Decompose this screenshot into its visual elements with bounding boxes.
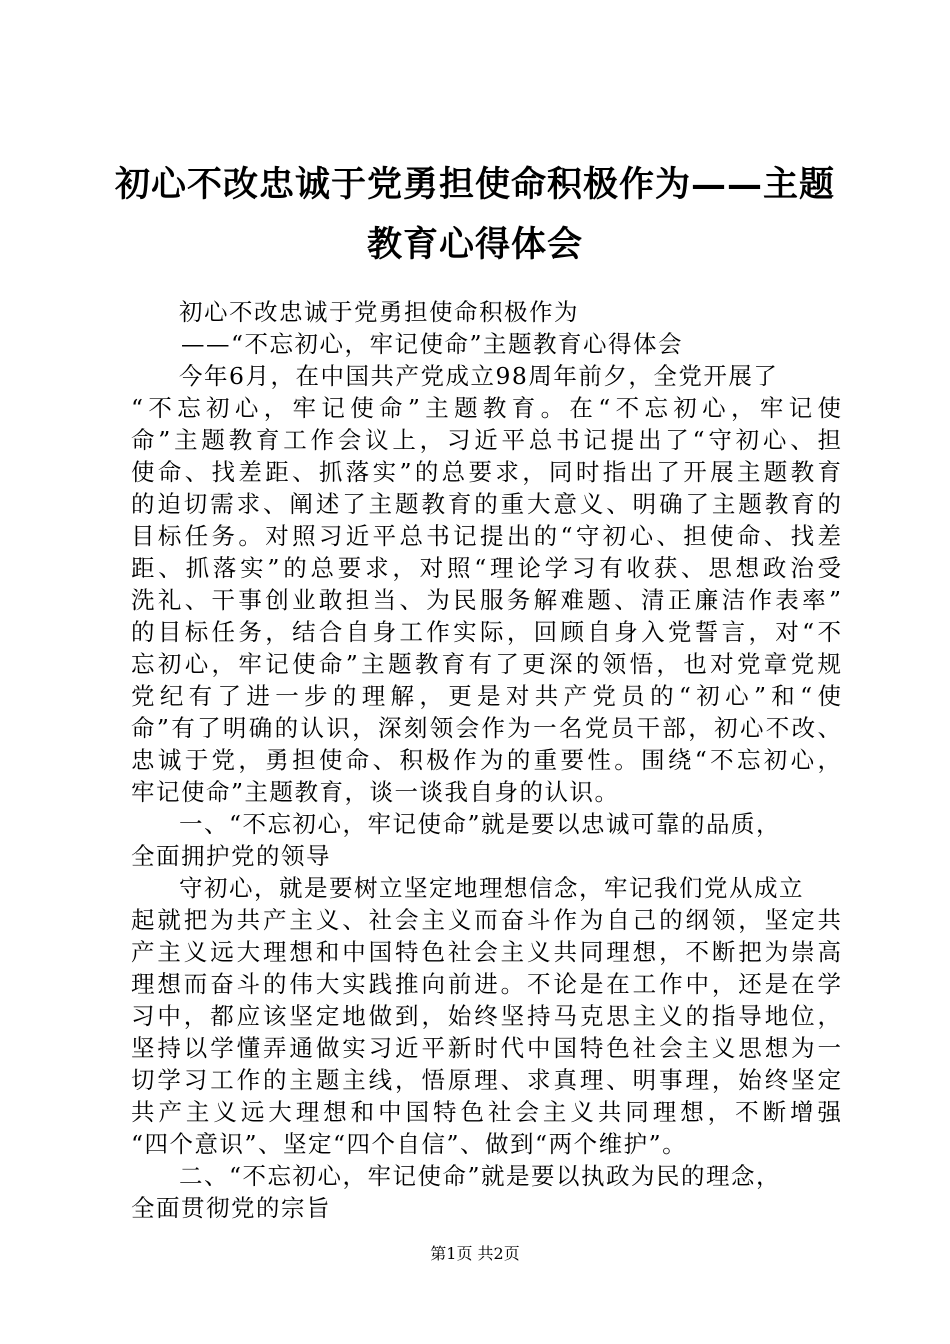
- paragraph-line: 距、抓落实”的总要求，对照“理论学习有收获、思想政治受: [131, 554, 841, 582]
- paragraph-line: 洗礼、干事创业敢担当、为民服务解难题、清正廉洁作表率”: [131, 586, 841, 614]
- paragraph-line: 牢记使命”主题教育，谈一谈我自身的认识。: [131, 778, 620, 806]
- paragraph-line: 的迫切需求、阐述了主题教育的重大意义、明确了主题教育的: [131, 490, 841, 518]
- document-title-line-2: 教育心得体会: [366, 224, 583, 265]
- document-title-line-1: 初心不改忠诚于党勇担使命积极作为——主题: [114, 164, 835, 205]
- section-heading-line: 一、“不忘初心，牢记使命”就是要以忠诚可靠的品质，: [179, 810, 782, 838]
- section-heading-line: 二、“不忘初心，牢记使命”就是要以执政为民的理念，: [179, 1162, 782, 1190]
- section-heading-line: 全面贯彻党的宗旨: [131, 1194, 331, 1222]
- paragraph-line: 今年6月，在中国共产党成立98周年前夕，全党开展了: [179, 362, 779, 390]
- paragraph-line: 习中，都应该坚定地做到，始终坚持马克思主义的指导地位，: [131, 1002, 841, 1030]
- paragraph-line: “四个意识”、坚定“四个自信”、做到“两个维护”。: [131, 1130, 688, 1158]
- paragraph-line: 理想而奋斗的伟大实践推向前进。不论是在工作中，还是在学: [131, 970, 841, 998]
- paragraph-line: 命”主题教育工作会议上，习近平总书记提出了“守初心、担: [131, 426, 841, 454]
- paragraph-line: 坚持以学懂弄通做实习近平新时代中国特色社会主义思想为一: [131, 1034, 841, 1062]
- paragraph-line: 党纪有了进一步的理解，更是对共产党员的“初心”和“使: [131, 682, 841, 710]
- paragraph-line: 产主义远大理想和中国特色社会主义共同理想，不断把为崇高: [131, 938, 841, 966]
- paragraph-line: 使命、找差距、抓落实”的总要求，同时指出了开展主题教育: [131, 458, 841, 486]
- paragraph-line: 忠诚于党，勇担使命、积极作为的重要性。围绕“不忘初心，: [131, 746, 841, 774]
- document-body: [131, 296, 841, 1224]
- paragraph-line: 切学习工作的主题主线，悟原理、求真理、明事理，始终坚定: [131, 1066, 841, 1094]
- paragraph-line: 起就把为共产主义、社会主义而奋斗作为自己的纲领，坚定共: [131, 906, 841, 934]
- page-footer: 第1页 共2页: [430, 1244, 520, 1263]
- section-heading-line: 全面拥护党的领导: [131, 842, 331, 870]
- paragraph-line: “不忘初心，牢记使命”主题教育。在“不忘初心，牢记使: [131, 394, 841, 422]
- paragraph-line: 命”有了明确的认识，深刻领会作为一名党员干部，初心不改、: [131, 714, 841, 742]
- paragraph-line: 目标任务。对照习近平总书记提出的“守初心、担使命、找差: [131, 522, 841, 550]
- paragraph-line: 共产主义远大理想和中国特色社会主义共同理想，不断增强: [131, 1098, 841, 1126]
- paragraph-line: 守初心，就是要树立坚定地理想信念，牢记我们党从成立: [179, 874, 804, 902]
- subtitle-line: 初心不改忠诚于党勇担使命积极作为: [179, 298, 579, 326]
- paragraph-line: 的目标任务，结合自身工作实际，回顾自身入党誓言，对“不: [131, 618, 841, 646]
- paragraph-line: 忘初心，牢记使命”主题教育有了更深的领悟，也对党章党规: [131, 650, 841, 678]
- subtitle-line: ——“不忘初心，牢记使命”主题教育心得体会: [181, 330, 684, 358]
